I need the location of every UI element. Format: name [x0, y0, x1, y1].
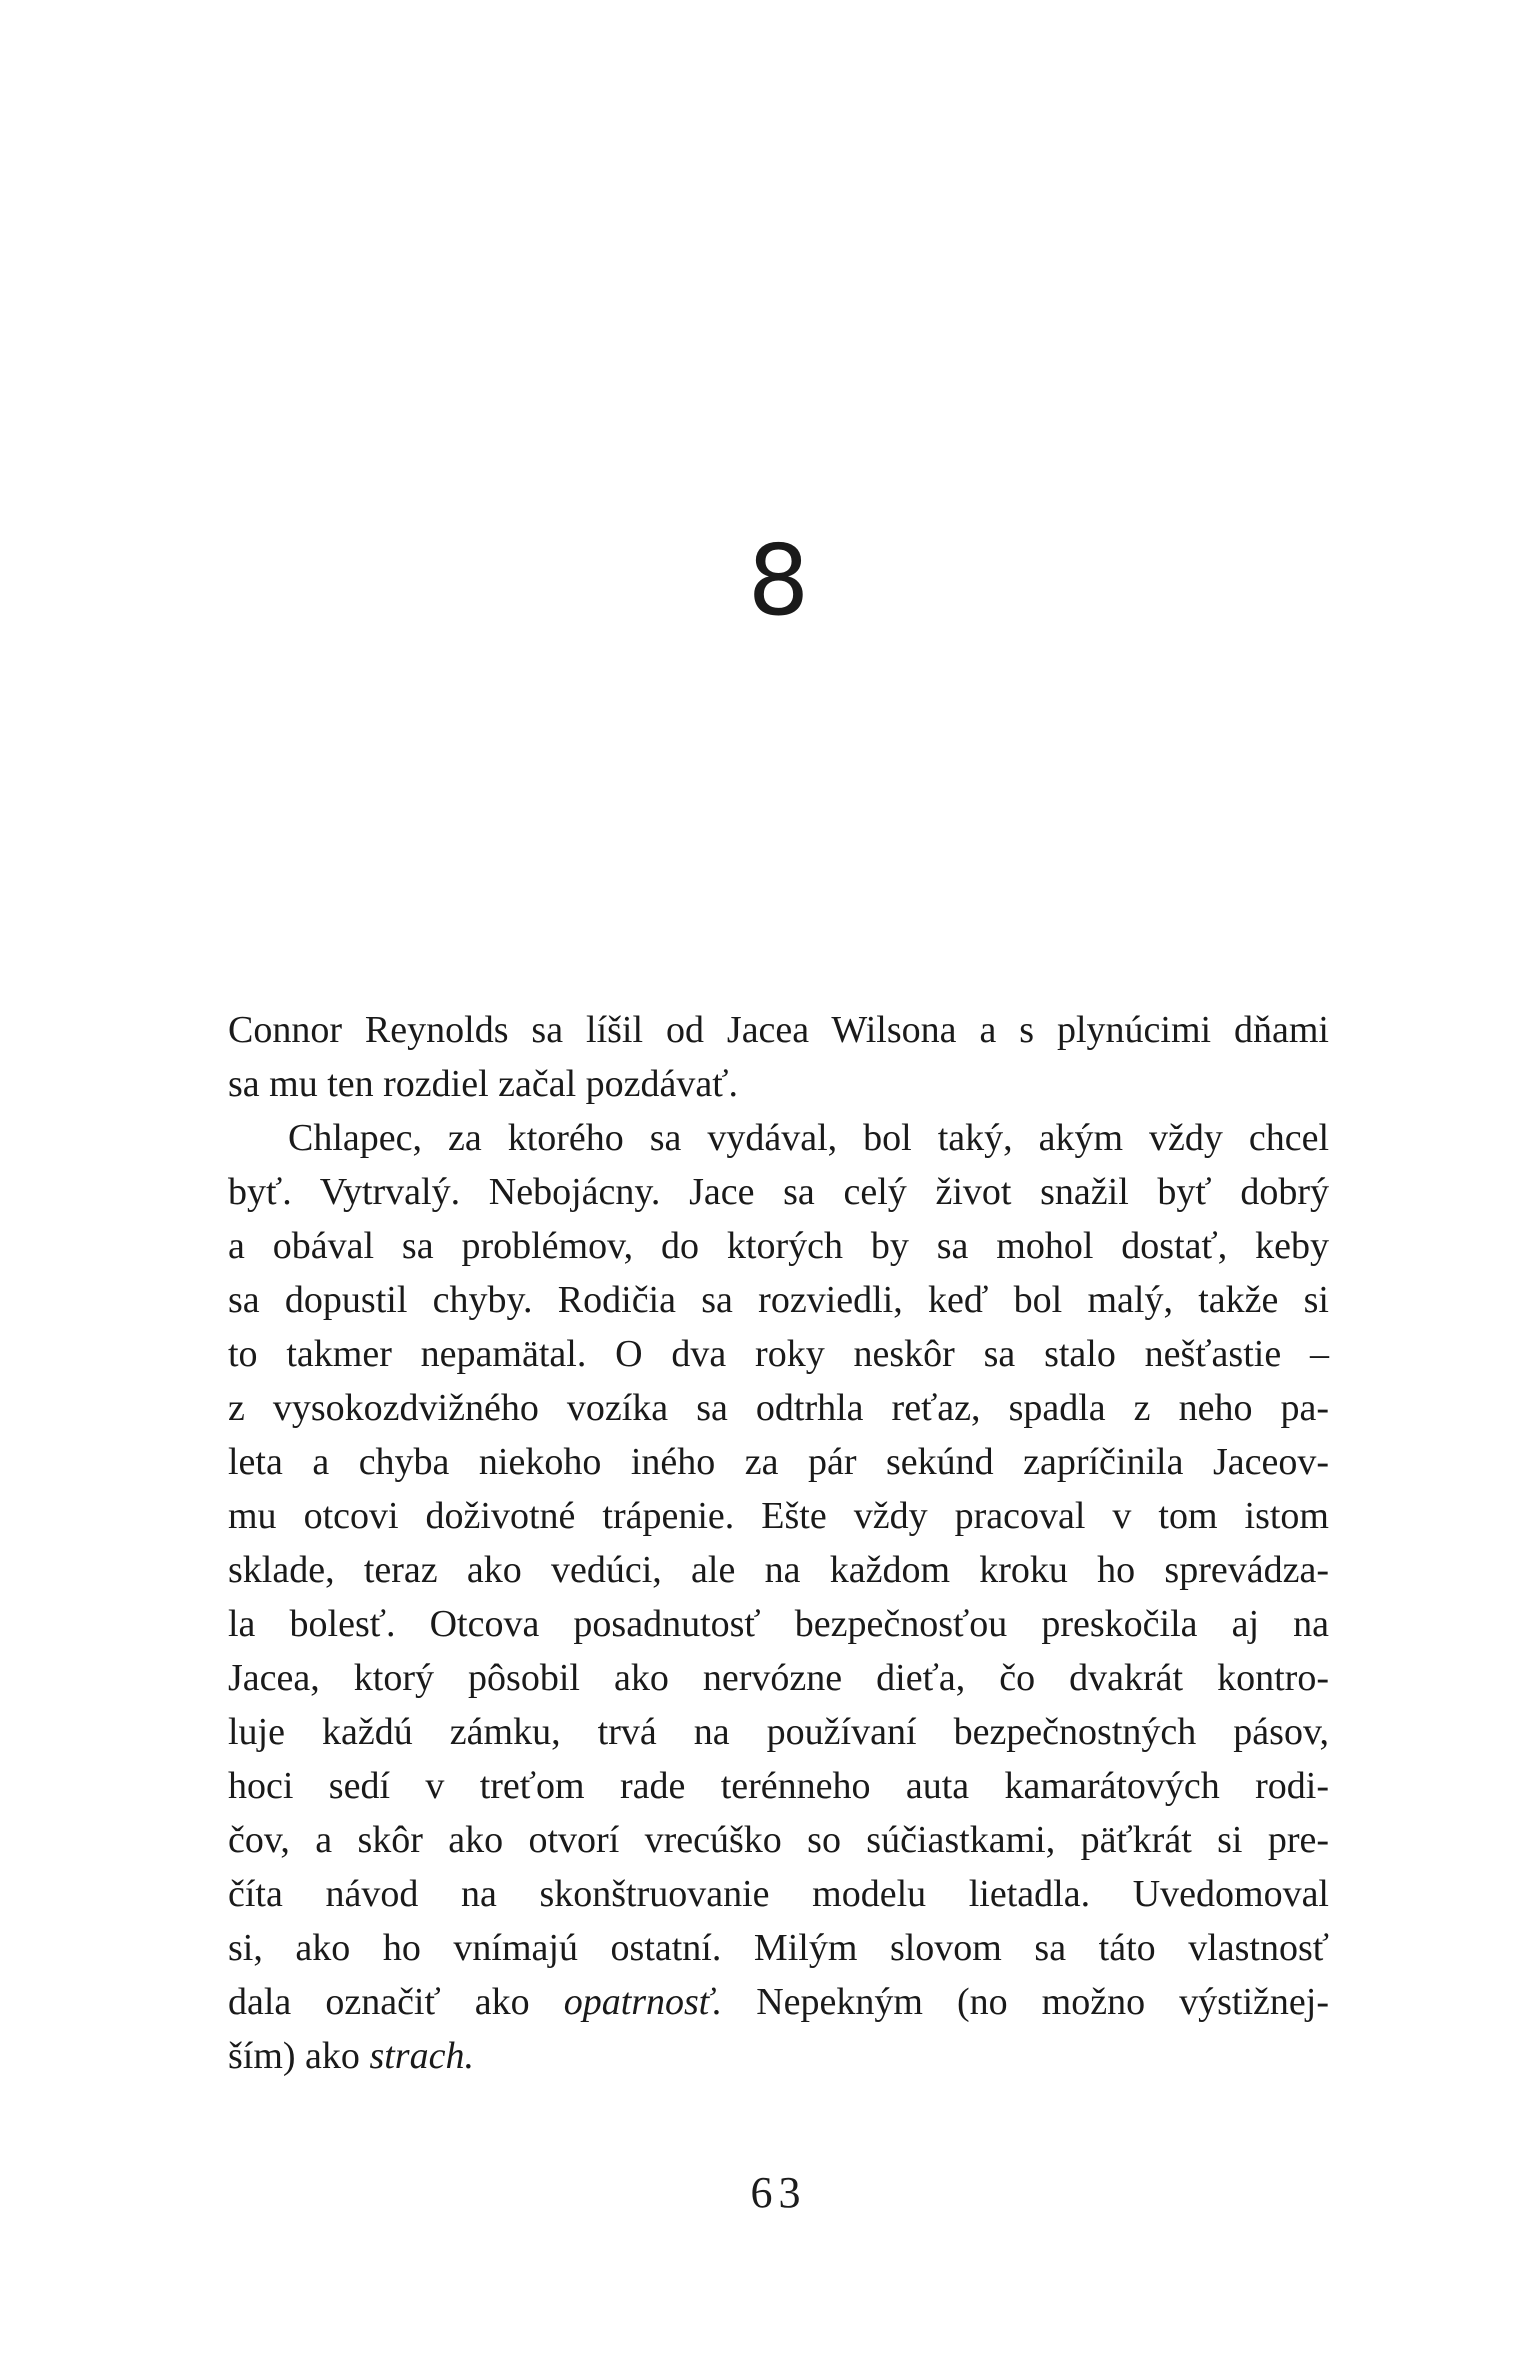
text-line — [228, 1975, 1329, 2029]
text-line — [228, 1165, 1329, 1219]
text-line — [228, 1867, 1329, 1921]
text-segment: sklade, teraz ako vedúci, ale na každom kroku ho sprevádza- — [228, 1549, 1329, 1591]
text-line — [228, 1003, 1329, 1057]
text-line — [228, 1057, 1329, 1111]
text-segment: sa mu ten rozdiel začal pozdávať. — [228, 1063, 738, 1105]
text-segment: mu otcovi doživotné trápenie. Ešte vždy pracoval v tom istom — [228, 1495, 1329, 1537]
body-text — [228, 1003, 1329, 2083]
text-segment: Nepekným (no možno výstižnej- — [722, 1981, 1329, 2023]
text-segment: si, ako ho vnímajú ostatní. Milým slovom sa táto vlastnosť — [228, 1927, 1329, 1969]
text-segment: luje každú zámku, trvá na používaní bezpečnostných pásov, — [228, 1711, 1329, 1753]
text-segment: to takmer nepamätal. O dva roky neskôr sa stalo nešťastie – — [228, 1333, 1329, 1375]
text-line — [228, 1921, 1329, 1975]
text-segment: Chlapec, za ktorého sa vydával, bol taký, akým vždy chcel — [288, 1117, 1329, 1159]
text-line — [228, 1597, 1329, 1651]
text-line — [228, 1435, 1329, 1489]
text-segment: leta a chyba niekoho iného za pár sekúnd zapríčinila Jaceov- — [228, 1441, 1329, 1483]
italic-text: opatrnosť. — [563, 1981, 723, 2023]
text-segment: dala označiť ako — [228, 1981, 564, 2023]
text-line — [228, 1543, 1329, 1597]
text-line — [228, 1273, 1329, 1327]
chapter-number: 8 — [747, 524, 810, 637]
page-number: 63 — [750, 2168, 807, 2217]
text-segment: čov, a skôr ako otvorí vrecúško so súčiastkami, päťkrát si pre- — [228, 1819, 1329, 1861]
text-line — [228, 1489, 1329, 1543]
text-segment: Connor Reynolds sa líšil od Jacea Wilsona a s plynúcimi dňami — [228, 1009, 1329, 1051]
text-segment: Jacea, ktorý pôsobil ako nervózne dieťa, čo dvakrát kontro- — [228, 1657, 1329, 1699]
text-segment: ším) ako — [228, 2035, 370, 2077]
text-segment: hoci sedí v treťom rade terénneho auta kamarátových rodi- — [228, 1765, 1329, 1807]
text-line — [228, 1705, 1329, 1759]
italic-text: strach. — [369, 2035, 474, 2077]
text-segment: číta návod na skonštruovanie modelu lietadla. Uvedomoval — [228, 1873, 1329, 1915]
text-segment: sa dopustil chyby. Rodičia sa rozviedli, keď bol malý, takže si — [228, 1279, 1329, 1321]
text-line — [228, 1813, 1329, 1867]
text-line — [228, 1759, 1329, 1813]
text-segment: a obával sa problémov, do ktorých by sa mohol dostať, keby — [228, 1225, 1329, 1267]
text-line — [228, 2029, 1329, 2083]
text-segment: la bolesť. Otcova posadnutosť bezpečnosťou preskočila aj na — [228, 1603, 1329, 1645]
text-segment: z vysokozdvižného vozíka sa odtrhla reťaz, spadla z neho pa- — [228, 1387, 1329, 1429]
text-line — [228, 1381, 1329, 1435]
text-line — [228, 1219, 1329, 1273]
text-line — [228, 1327, 1329, 1381]
text-segment: byť. Vytrvalý. Nebojácny. Jace sa celý život snažil byť dobrý — [228, 1171, 1329, 1213]
text-line — [228, 1651, 1329, 1705]
text-line — [228, 1111, 1329, 1165]
